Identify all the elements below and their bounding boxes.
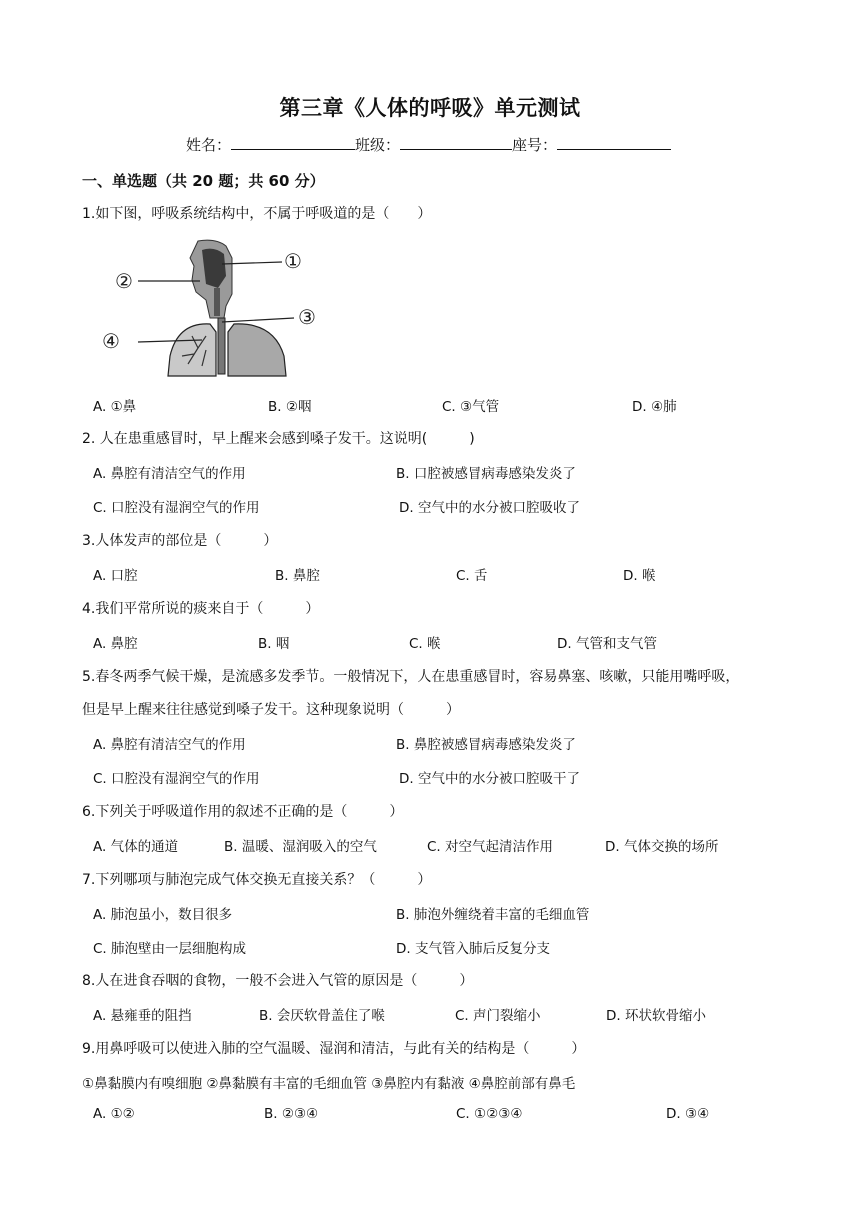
section-heading: 一、单选题（共 20 题；共 60 分） [82, 172, 325, 190]
q8-option-c[interactable]: C. 声门裂缩小 [455, 1008, 541, 1024]
page-title: 第三章《人体的呼吸》单元测试 [279, 96, 581, 120]
question-1-stem: 1.如下图，呼吸系统结构中，不属于呼吸道的是（ ） [82, 206, 432, 222]
q1-option-d[interactable]: D. ④肺 [632, 399, 677, 415]
q9-option-c[interactable]: C. ①②③④ [456, 1106, 523, 1122]
question-4-stem: 4.我们平常所说的痰来自于（ ） [82, 601, 320, 617]
q6-option-b[interactable]: B. 温暖、湿润吸入的空气 [224, 839, 377, 855]
name-label: 姓名： [186, 136, 232, 154]
q5-option-d[interactable]: D. 空气中的水分被口腔吸干了 [399, 771, 580, 787]
q5-option-c[interactable]: C. 口腔没有湿润空气的作用 [93, 771, 260, 787]
q8-option-a[interactable]: A. 悬雍垂的阻挡 [93, 1008, 192, 1024]
q2-option-d[interactable]: D. 空气中的水分被口腔吸收了 [399, 500, 580, 516]
q4-option-a[interactable]: A. 鼻腔 [93, 636, 138, 652]
q7-option-c[interactable]: C. 肺泡壁由一层细胞构成 [93, 941, 247, 957]
q8-option-d[interactable]: D. 环状软骨缩小 [606, 1008, 706, 1024]
q1-option-b[interactable]: B. ②咽 [268, 399, 312, 415]
student-info-line [186, 134, 671, 155]
question-6-stem: 6.下列关于呼吸道作用的叙述不正确的是（ ） [82, 804, 404, 820]
seat-label: 座号： [512, 136, 558, 154]
question-3-stem: 3.人体发声的部位是（ ） [82, 533, 278, 549]
q6-option-d[interactable]: D. 气体交换的场所 [605, 839, 719, 855]
seat-blank[interactable] [557, 135, 671, 150]
respiratory-system-diagram [98, 236, 318, 381]
q9-option-b[interactable]: B. ②③④ [264, 1106, 319, 1122]
q6-option-c[interactable]: C. 对空气起清洁作用 [427, 839, 554, 855]
q2-option-c[interactable]: C. 口腔没有湿润空气的作用 [93, 500, 260, 516]
question-9-statements: ①鼻黏膜内有嗅细胞 ②鼻黏膜有丰富的毛细血管 ③鼻腔内有黏液 ④鼻腔前部有鼻毛 [82, 1076, 576, 1092]
q3-option-d[interactable]: D. 喉 [623, 568, 656, 584]
q5-option-a[interactable]: A. 鼻腔有清洁空气的作用 [93, 737, 246, 753]
question-9-stem: 9.用鼻呼吸可以使进入肺的空气温暖、湿润和清洁，与此有关的结构是（ ） [82, 1041, 586, 1057]
q1-option-a[interactable]: A. ①鼻 [93, 399, 137, 415]
q9-option-d[interactable]: D. ③④ [666, 1106, 710, 1122]
question-8-stem: 8.人在进食吞咽的食物，一般不会进入气管的原因是（ ） [82, 973, 474, 989]
q6-option-a[interactable]: A. 气体的通道 [93, 839, 179, 855]
name-blank[interactable] [231, 135, 355, 150]
diagram-label-3: ③ [298, 305, 316, 329]
diagram-label-2: ② [115, 269, 133, 293]
class-label: 班级： [355, 136, 401, 154]
q7-option-b[interactable]: B. 肺泡外缠绕着丰富的毛细血管 [396, 907, 590, 923]
q7-option-d[interactable]: D. 支气管入肺后反复分支 [396, 941, 550, 957]
diagram-label-4: ④ [102, 329, 120, 353]
q5-option-b[interactable]: B. 鼻腔被感冒病毒感染发炎了 [396, 737, 576, 753]
q3-option-a[interactable]: A. 口腔 [93, 568, 138, 584]
question-5-stem: 5.春冬两季气候干燥，是流感多发季节。一般情况下，人在患重感冒时，容易鼻塞、咳嗽，只能用嘴呼吸， [82, 669, 740, 685]
q3-option-b[interactable]: B. 鼻腔 [275, 568, 320, 584]
q9-option-a[interactable]: A. ①② [93, 1106, 135, 1122]
q1-option-c[interactable]: C. ③气管 [442, 399, 500, 415]
q4-option-c[interactable]: C. 喉 [409, 636, 441, 652]
class-blank[interactable] [400, 135, 512, 150]
question-5-stem-continued: 但是早上醒来往往感觉到嗓子发干。这种现象说明（ ） [82, 702, 460, 718]
q7-option-a[interactable]: A. 肺泡虽小，数目很多 [93, 907, 233, 923]
question-7-stem: 7.下列哪项与肺泡完成气体交换无直接关系？（ ） [82, 872, 432, 888]
q3-option-c[interactable]: C. 舌 [456, 568, 488, 584]
q4-option-d[interactable]: D. 气管和支气管 [557, 636, 657, 652]
q8-option-b[interactable]: B. 会厌软骨盖住了喉 [259, 1008, 385, 1024]
q2-option-b[interactable]: B. 口腔被感冒病毒感染发炎了 [396, 466, 576, 482]
q2-option-a[interactable]: A. 鼻腔有清洁空气的作用 [93, 466, 246, 482]
diagram-label-1: ① [284, 249, 302, 273]
question-2-stem: 2. 人在患重感冒时，早上醒来会感到嗓子发干。这说明( ) [82, 431, 475, 447]
q4-option-b[interactable]: B. 咽 [258, 636, 290, 652]
